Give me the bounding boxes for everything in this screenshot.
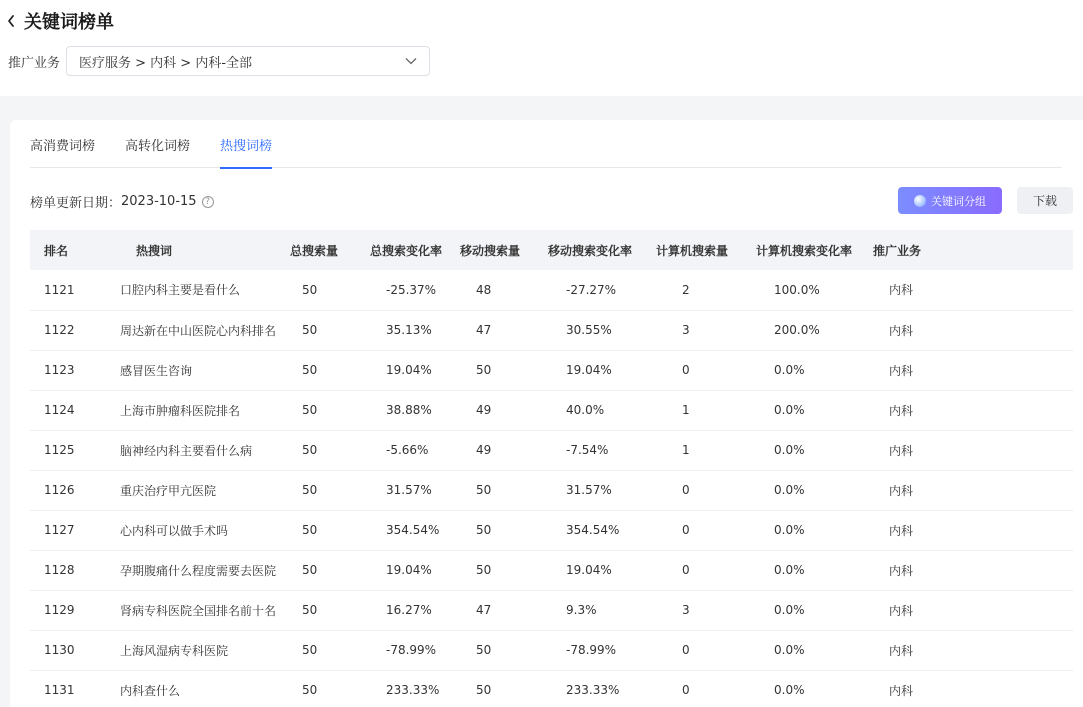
cell-keyword[interactable]: 感冒医生咨询: [120, 363, 193, 378]
cell-rank: 1123: [44, 363, 75, 377]
cell-total-search: 50: [302, 563, 318, 577]
cell-pc-change: 0.0%: [774, 443, 805, 457]
cell-total-change: -78.99%: [386, 643, 437, 657]
cell-pc-search: 3: [682, 603, 690, 617]
cell-mobile-search: 49: [476, 443, 492, 457]
cell-mobile-change: -7.54%: [566, 443, 609, 457]
cell-keyword[interactable]: 孕期腹痛什么程度需要去医院: [120, 563, 277, 578]
table-row: [30, 270, 1073, 310]
business-select-value: 医疗服务 > 内科 > 内科-全部: [79, 55, 253, 71]
col-mobile-change: 移动搜索变化率: [548, 243, 633, 258]
cell-business: 内科: [889, 443, 914, 458]
cell-pc-change: 0.0%: [774, 563, 805, 577]
cell-business: 内科: [889, 563, 914, 578]
ai-orb-icon: [914, 195, 926, 207]
table-row: [30, 310, 1073, 350]
cell-mobile-search: 50: [476, 523, 492, 537]
cell-pc-search: 1: [682, 403, 690, 417]
cell-pc-change: 0.0%: [774, 643, 805, 657]
cell-pc-search: 0: [682, 643, 690, 657]
cell-business: 内科: [889, 323, 914, 338]
cell-keyword[interactable]: 内科查什么: [120, 683, 181, 698]
cell-pc-search: 0: [682, 563, 690, 577]
cell-total-change: 19.04%: [386, 563, 432, 577]
business-label: 推广业务: [8, 55, 61, 71]
cell-rank: 1130: [44, 643, 75, 657]
keyword-group-label: 关键词分组: [931, 194, 986, 208]
table-header-row: [30, 230, 1073, 270]
tab-high-conversion[interactable]: 高转化词榜: [125, 139, 191, 154]
cell-total-search: 50: [302, 403, 318, 417]
cell-pc-change: 0.0%: [774, 523, 805, 537]
chevron-down-icon: [405, 54, 417, 69]
cell-total-search: 50: [302, 643, 318, 657]
cell-mobile-change: 233.33%: [566, 683, 620, 697]
cell-mobile-change: -27.27%: [566, 282, 617, 297]
cell-pc-change: 200.0%: [774, 323, 820, 337]
cell-business: 内科: [889, 403, 914, 418]
keyword-group-button[interactable]: [898, 187, 1002, 214]
business-select[interactable]: [66, 46, 430, 76]
back-button[interactable]: [6, 8, 114, 34]
cell-mobile-change: 31.57%: [566, 483, 612, 497]
col-keyword: 热搜词: [136, 243, 173, 258]
table-row: [30, 350, 1073, 390]
cell-total-search: 50: [302, 483, 318, 497]
cell-total-search: 50: [302, 363, 318, 377]
cell-mobile-change: 40.0%: [566, 403, 605, 417]
download-button[interactable]: 下载: [1017, 187, 1073, 214]
cell-pc-search: 0: [682, 483, 690, 497]
ranking-card: [10, 120, 1083, 707]
cell-rank: 1122: [44, 323, 75, 337]
cell-keyword[interactable]: 心内科可以做手术吗: [120, 523, 229, 538]
cell-business: 内科: [889, 643, 914, 658]
cell-total-change: 233.33%: [386, 683, 440, 697]
cell-mobile-change: -78.99%: [566, 643, 617, 657]
cell-pc-change: 0.0%: [774, 363, 805, 377]
cell-total-search: 50: [302, 323, 318, 337]
cell-total-search: 50: [302, 683, 318, 697]
cell-total-change: 19.04%: [386, 363, 432, 377]
cell-mobile-search: 50: [476, 363, 492, 377]
cell-rank: 1128: [44, 563, 75, 577]
cell-pc-search: 0: [682, 683, 690, 697]
cell-total-search: 50: [302, 282, 318, 297]
col-pc-search: 计算机搜索量: [656, 243, 729, 258]
cell-total-change: 31.57%: [386, 483, 432, 497]
col-total-search: 总搜索量: [290, 243, 339, 258]
cell-rank: 1125: [44, 443, 75, 457]
page-header: [0, 0, 1083, 96]
cell-business: 内科: [889, 283, 914, 298]
update-date-value: 2023-10-15: [121, 194, 197, 209]
col-mobile-search: 移动搜索量: [460, 243, 521, 258]
cell-rank: 1129: [44, 603, 75, 617]
table-row: [30, 470, 1073, 510]
col-business: 推广业务: [873, 243, 922, 258]
table-row: [30, 390, 1073, 430]
col-pc-change: 计算机搜索变化率: [756, 243, 853, 258]
cell-mobile-search: 50: [476, 643, 492, 657]
cell-total-change: 354.54%: [386, 523, 440, 537]
ranking-tabs: [30, 136, 1062, 168]
cell-keyword[interactable]: 肾病专科医院全国排名前十名: [120, 603, 277, 618]
cell-pc-search: 2: [682, 282, 690, 297]
table-row: [30, 590, 1073, 630]
tab-high-spend[interactable]: 高消费词榜: [30, 139, 96, 154]
cell-total-change: 38.88%: [386, 403, 432, 417]
hot-search-table: [30, 230, 1073, 707]
cell-mobile-search: 48: [476, 282, 492, 297]
cell-total-search: 50: [302, 523, 318, 537]
cell-keyword[interactable]: 口腔内科主要是看什么: [120, 283, 241, 298]
cell-business: 内科: [889, 483, 914, 498]
table-row: [30, 550, 1073, 590]
cell-pc-search: 3: [682, 323, 690, 337]
table-row: [30, 670, 1073, 707]
cell-pc-search: 0: [682, 523, 690, 537]
cell-mobile-search: 50: [476, 483, 492, 497]
cell-mobile-search: 47: [476, 323, 492, 337]
cell-pc-change: 0.0%: [774, 683, 805, 697]
cell-total-change: -25.37%: [386, 282, 437, 297]
cell-pc-change: 100.0%: [774, 282, 820, 297]
cell-mobile-change: 9.3%: [566, 603, 597, 617]
cell-mobile-search: 50: [476, 683, 492, 697]
cell-business: 内科: [889, 523, 914, 538]
update-date-row: [30, 192, 214, 211]
cell-mobile-change: 30.55%: [566, 323, 612, 337]
cell-keyword[interactable]: 上海风湿病专科医院: [120, 643, 229, 658]
update-date-label: 榜单更新日期：: [30, 196, 122, 211]
chevron-left-icon: [6, 11, 20, 31]
cell-keyword[interactable]: 脑神经内科主要看什么病: [120, 443, 253, 458]
cell-mobile-search: 47: [476, 603, 492, 617]
cell-total-change: -5.66%: [386, 443, 429, 457]
cell-rank: 1121: [44, 282, 75, 297]
cell-rank: 1131: [44, 683, 75, 697]
cell-total-search: 50: [302, 443, 318, 457]
cell-mobile-change: 354.54%: [566, 523, 620, 537]
cell-mobile-change: 19.04%: [566, 363, 612, 377]
cell-total-change: 35.13%: [386, 323, 432, 337]
tab-hot-search[interactable]: 热搜词榜: [220, 136, 272, 168]
question-circle-icon[interactable]: ?: [202, 196, 214, 208]
cell-mobile-change: 19.04%: [566, 563, 612, 577]
cell-total-search: 50: [302, 603, 318, 617]
cell-keyword[interactable]: 周达新在中山医院心内科排名: [120, 323, 277, 338]
col-total-change: 总搜索变化率: [370, 243, 443, 258]
cell-pc-change: 0.0%: [774, 603, 805, 617]
cell-pc-search: 0: [682, 363, 690, 377]
cell-business: 内科: [889, 683, 914, 698]
cell-business: 内科: [889, 363, 914, 378]
business-filter: [8, 46, 430, 76]
cell-pc-change: 0.0%: [774, 403, 805, 417]
cell-total-change: 16.27%: [386, 603, 432, 617]
cell-mobile-search: 49: [476, 403, 492, 417]
table-row: [30, 630, 1073, 670]
page-title: 关键词榜单: [24, 12, 114, 33]
cell-business: 内科: [889, 603, 914, 618]
table-row: [30, 510, 1073, 550]
cell-rank: 1126: [44, 483, 75, 497]
cell-pc-change: 0.0%: [774, 483, 805, 497]
cell-rank: 1127: [44, 523, 75, 537]
cell-rank: 1124: [44, 403, 75, 417]
table-row: [30, 430, 1073, 470]
col-rank: 排名: [44, 243, 69, 258]
cell-pc-search: 1: [682, 443, 690, 457]
cell-keyword[interactable]: 上海市肿瘤科医院排名: [120, 403, 241, 418]
cell-keyword[interactable]: 重庆治疗甲亢医院: [120, 483, 217, 498]
cell-mobile-search: 50: [476, 563, 492, 577]
